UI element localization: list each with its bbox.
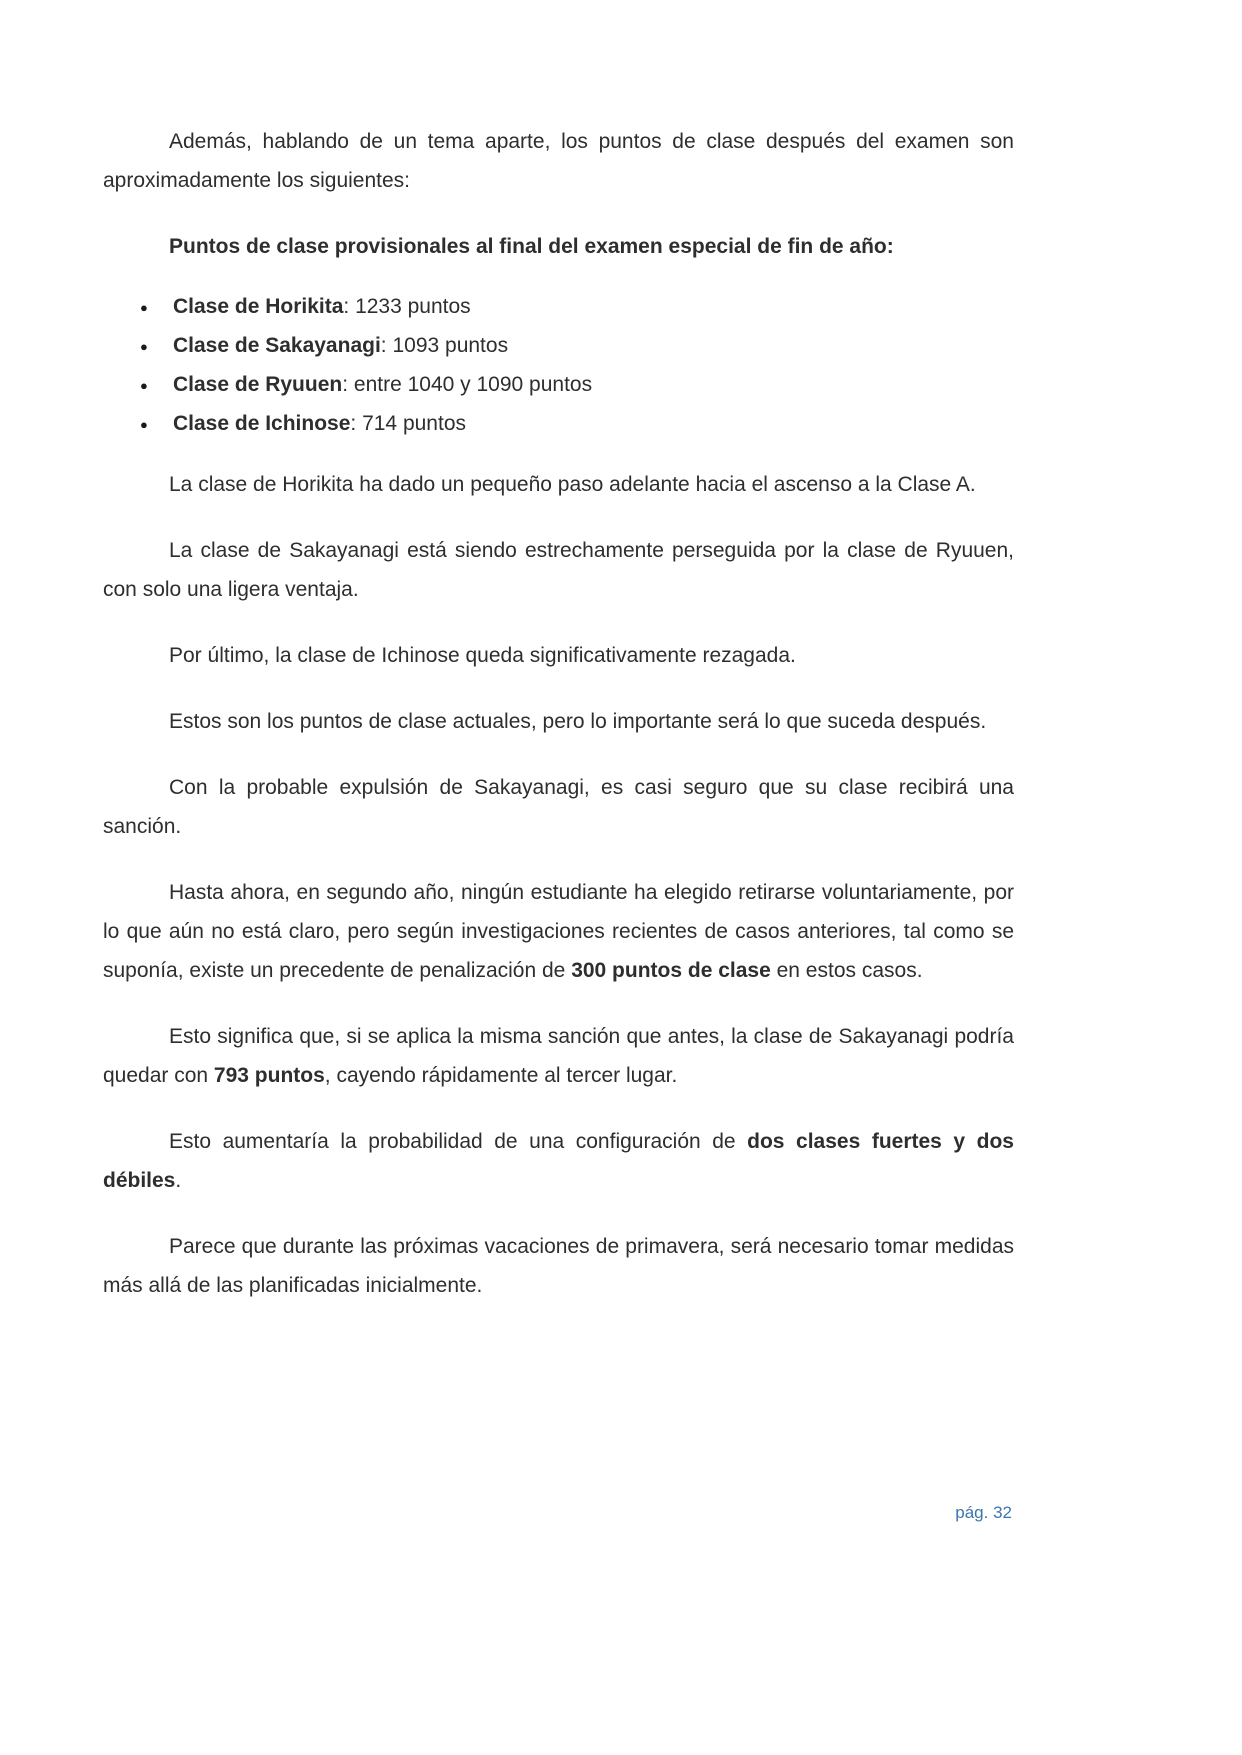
text-run: Por último, la clase de Ichinose queda significativamente rezagada. (169, 644, 796, 667)
paragraph (103, 1017, 1014, 1095)
text-run: en estos casos. (770, 959, 923, 982)
text-run: : 1093 puntos (380, 334, 509, 357)
bullet-list-item (173, 404, 1014, 443)
page-number: pág. 32 (955, 1503, 1012, 1522)
bold-text-run: Clase de Ichinose (173, 412, 351, 435)
paragraph (103, 122, 1014, 200)
text-run: Estos son los puntos de clase actuales, pero lo importante será lo que suceda después. (169, 710, 987, 733)
text-run: Esto significa que, si se aplica la misma sanción que antes, la clase de Sakayanagi podría quedar con (103, 1025, 1014, 1087)
text-run: : 1233 puntos (343, 295, 471, 318)
paragraph (103, 873, 1014, 990)
bullet-list-item (173, 326, 1014, 365)
paragraph (103, 465, 1014, 504)
section-heading (103, 227, 1014, 266)
bold-text-run: 300 puntos de clase (571, 959, 771, 982)
paragraph (103, 1122, 1014, 1200)
paragraph (103, 702, 1014, 741)
bullet-list (103, 287, 1014, 443)
paragraph (103, 1227, 1014, 1305)
paragraph (103, 531, 1014, 609)
bold-text-run: Clase de Sakayanagi (173, 334, 381, 357)
bold-text-run: Clase de Ryuuen (173, 373, 343, 396)
text-run: La clase de Horikita ha dado un pequeño paso adelante hacia el ascenso a la Clase A. (169, 473, 976, 496)
text-run: Con la probable expulsión de Sakayanagi, es casi seguro que su clase recibirá una sanción. (103, 776, 1014, 838)
bullet-list-item (173, 287, 1014, 326)
paragraph (103, 768, 1014, 846)
bold-text-run: Clase de Horikita (173, 295, 344, 318)
bold-text-run: 793 puntos (213, 1064, 325, 1087)
text-run: Parece que durante las próximas vacaciones de primavera, será necesario tomar medidas más allá de las planificadas inicialmente. (103, 1235, 1014, 1297)
text-run: : 714 puntos (350, 412, 466, 435)
text-run: La clase de Sakayanagi está siendo estrechamente perseguida por la clase de Ryuuen, con solo una ligera ventaja. (103, 539, 1014, 601)
bullet-list-item (173, 365, 1014, 404)
text-run: , cayendo rápidamente al tercer lugar. (324, 1064, 678, 1087)
bold-text-run: dos clases fuertes y dos débiles (103, 1130, 1014, 1192)
text-run: Además, hablando de un tema aparte, los puntos de clase después del examen son aproximadamente los siguientes: (103, 130, 1014, 192)
text-run: : entre 1040 y 1090 puntos (342, 373, 593, 396)
text-run: . (175, 1169, 182, 1192)
bold-text-run: Puntos de clase provisionales al final del examen especial de fin de año: (169, 235, 894, 258)
text-run: Hasta ahora, en segundo año, ningún estudiante ha elegido retirarse voluntariamente, por lo que aún no está claro, pero según investigaciones recientes de casos anteriores, tal como se suponía, existe un precedente de penalización de (103, 881, 1014, 982)
text-run: Esto aumentaría la probabilidad de una configuración de (169, 1130, 748, 1153)
paragraph (103, 636, 1014, 675)
